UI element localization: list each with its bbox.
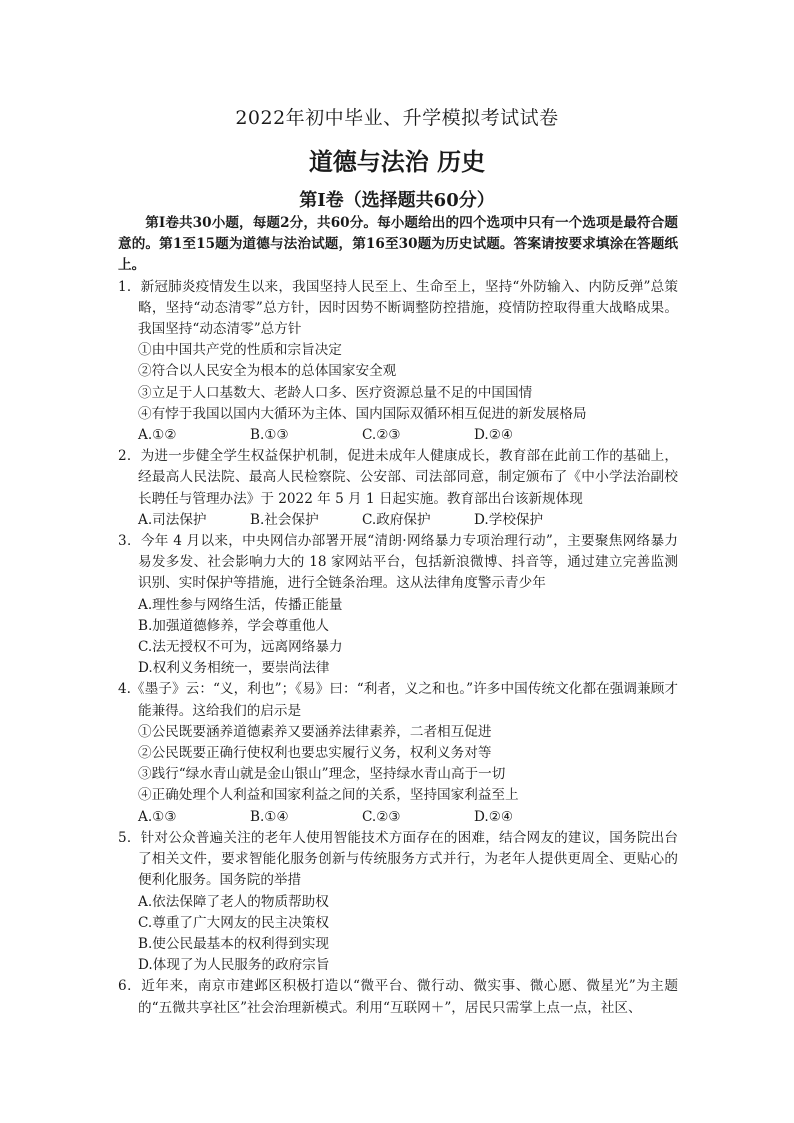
section-title: 第Ⅰ卷（选择题共60分）: [299, 190, 495, 211]
choice-row: [118, 425, 678, 446]
choice-a: A.①③: [138, 808, 177, 825]
question-5: [118, 828, 678, 976]
statement-item: ②公民既要正确行使权利也要忠实履行义务，权利义务对等: [138, 745, 492, 762]
statement-item: ③践行“绿水青山就是金山银山”理念，坚持绿水青山高于一切: [138, 766, 506, 783]
choice-c: C.②③: [362, 427, 401, 444]
choice-b: B.使公民最基本的权利得到实现: [138, 935, 330, 952]
choice-a: A.理性参与网络生活，传播正能量: [138, 596, 343, 613]
exam-title: 2022年初中毕业、升学模拟考试试卷: [235, 107, 559, 129]
question-6: [118, 976, 678, 1018]
choice-c: C.法无授权不可为，远离网络暴力: [138, 639, 343, 656]
choice-b: B.加强道德修养，学会尊重他人: [138, 617, 330, 634]
choice-d: D.②④: [474, 808, 514, 825]
question-stem: 2．为进一步健全学生权益保护机制，促进未成年人健康成长，教育部在此前工作的基础上，经最高人民法院、最高人民检察院、公安部、司法部同意，制定颁布了《中小学法治副校长聘任与管理办法》于 2022 年 5 月 1 日起实施。教育部出台该新规体现: [118, 448, 678, 507]
choice-b: B.社会保护: [250, 511, 319, 528]
choice-row: [118, 510, 678, 531]
question-4: [118, 679, 678, 827]
statement-item: ①由中国共产党的性质和宗旨决定: [138, 342, 342, 359]
choice-b: B.①③: [250, 427, 289, 444]
statement-item: ②符合以人民安全为根本的总体国家安全观: [138, 363, 397, 380]
choice-d: D.学校保护: [474, 511, 544, 528]
question-stem: 3．今年 4 月以来，中央网信办部署开展“清朗·网络暴力专项治理行动”，主要聚焦网络暴力易发多发、社会影响力大的 18 家网站平台，包括新浪微博、抖音等，通过建立完善监测识别、实时保护等措施，进行全链条治理。这从法律角度警示青少年: [118, 533, 678, 592]
question-2: [118, 446, 678, 531]
statement-item: ③立足于人口基数大、老龄人口多、医疗资源总量不足的中国国情: [138, 384, 533, 401]
question-stem: 1．新冠肺炎疫情发生以来，我国坚持人民至上、生命至上，坚持“外防输入、内防反弹”总策略，坚持“动态清零”总方针，因时因势不断调整防控措施，疫情防控取得重大战略成果。我国坚持“动态清零”总方针: [118, 278, 678, 338]
subject-title: 道德与法治 历史: [308, 147, 486, 176]
choice-b: B.①④: [250, 808, 289, 825]
choice-a: A.①②: [138, 427, 177, 444]
question-stem: 6．近年来，南京市建邺区积极打造以“微平台、微行动、微实事、微心愿、微星光”为主题的“五微共享社区”社会治理新模式。利用“互联网＋”，居民只需掌上点一点，社区、: [118, 978, 678, 1016]
question-3: [118, 531, 678, 679]
choice-d: D.体现了为人民服务的政府宗旨: [138, 957, 330, 974]
statement-item: ①公民既要涵养道德素养又要涵养法律素养，二者相互促进: [138, 723, 492, 740]
choice-a: A.依法保障了老人的物质帮助权: [138, 893, 329, 910]
choice-c: C.②③: [362, 808, 401, 825]
question-stem: 5．针对公众普遍关注的老年人使用智能技术方面存在的困难，结合网友的建议，国务院出台了相关文件，要求智能化服务创新与传统服务方式并行，为老年人提供更周全、更贴心的便利化服务。国务院的举措: [118, 829, 678, 889]
question-stem: 4.《墨子》云：“义，利也”；《易》曰：“利者，义之和也。”许多中国传统文化都在强调兼顾才能兼得。这给我们的启示是: [118, 681, 678, 719]
choice-d: D.权利义务相统一，要崇尚法律: [138, 660, 330, 677]
choice-a: A.司法保护: [138, 511, 207, 528]
statement-item: ④有悖于我国以国内大循环为主体、国内国际双循环相互促进的新发展格局: [138, 405, 587, 422]
choice-d: D.②④: [474, 427, 514, 444]
instructions: 第Ⅰ卷共30小题，每题2分，共60分。每小题给出的四个选项中只有一个选项是最符合题意的。第1至15题为道德与法治试题，第16至30题为历史试题。答案请按要求填涂在答题纸上。: [118, 215, 678, 274]
exam-body: [118, 213, 678, 1019]
choice-row: [118, 807, 678, 828]
question-1: [118, 277, 678, 447]
choice-c: C.政府保护: [362, 511, 431, 528]
statement-item: ④正确处理个人利益和国家利益之间的关系，坚持国家利益至上: [138, 787, 519, 804]
choice-c: C.尊重了广大网友的民主决策权: [138, 914, 329, 931]
